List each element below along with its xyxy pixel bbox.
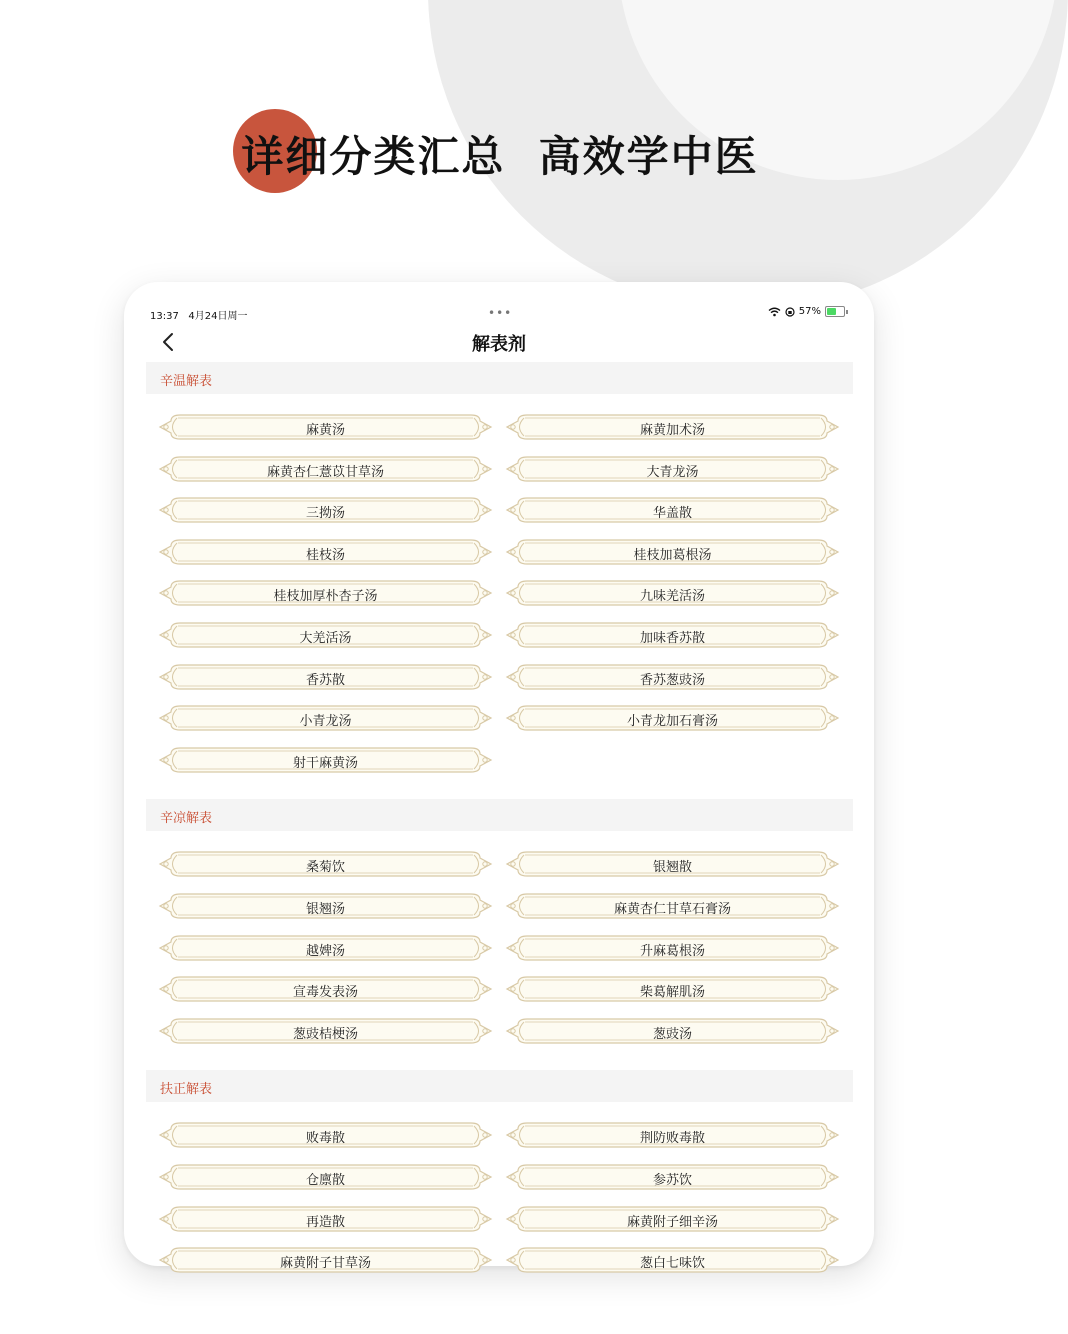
formula-item[interactable] bbox=[505, 495, 840, 525]
formula-item-label: 再造散 bbox=[305, 1214, 345, 1230]
formula-item[interactable] bbox=[158, 1120, 493, 1150]
formula-item[interactable] bbox=[158, 849, 493, 879]
formula-item[interactable] bbox=[158, 974, 493, 1004]
formula-item[interactable] bbox=[505, 1162, 840, 1192]
section-header bbox=[146, 799, 853, 831]
formula-item[interactable] bbox=[505, 933, 840, 963]
formula-item[interactable] bbox=[505, 891, 840, 921]
formula-item-label: 桂枝加厚朴杏子汤 bbox=[273, 589, 378, 605]
formula-item-label: 银翘散 bbox=[652, 860, 692, 876]
formula-item-label: 荆防败毒散 bbox=[639, 1131, 705, 1147]
formula-item[interactable] bbox=[158, 578, 493, 608]
formula-item-label: 麻黄杏仁甘草石膏汤 bbox=[613, 902, 731, 917]
formula-item-label: 香苏散 bbox=[305, 672, 345, 688]
formula-item[interactable] bbox=[505, 849, 840, 879]
formula-item[interactable] bbox=[505, 1245, 840, 1275]
formula-item[interactable] bbox=[158, 412, 493, 442]
status-date: 4月24日周一 bbox=[188, 311, 248, 322]
formula-item-label: 仓廪散 bbox=[305, 1173, 345, 1188]
formula-item-label: 华盖散 bbox=[652, 506, 692, 522]
section-header bbox=[146, 1070, 853, 1102]
formula-item-label: 麻黄附子甘草汤 bbox=[279, 1256, 371, 1272]
status-bar bbox=[124, 282, 874, 322]
formula-item[interactable] bbox=[505, 412, 840, 442]
formula-item-label: 葱豉汤 bbox=[652, 1026, 692, 1042]
formula-item[interactable] bbox=[505, 1120, 840, 1150]
battery-icon bbox=[825, 306, 845, 317]
status-time-date bbox=[150, 307, 247, 322]
formula-item-label: 葱豉桔梗汤 bbox=[292, 1026, 358, 1042]
wifi-icon bbox=[768, 307, 781, 317]
formula-item[interactable] bbox=[158, 703, 493, 733]
formula-item-label: 大羌活汤 bbox=[299, 631, 352, 646]
formula-item[interactable] bbox=[505, 1204, 840, 1234]
formula-item-label: 三拗汤 bbox=[305, 506, 345, 522]
formula-item[interactable] bbox=[158, 662, 493, 692]
multitasking-dots[interactable]: ••• bbox=[488, 306, 513, 320]
formula-item[interactable] bbox=[158, 537, 493, 567]
formula-item-label: 桂枝加葛根汤 bbox=[633, 547, 712, 563]
formula-item-label: 麻黄杏仁薏苡甘草汤 bbox=[266, 464, 384, 480]
formula-item[interactable] bbox=[158, 891, 493, 921]
formula-item-label: 葱白七味饮 bbox=[639, 1256, 705, 1272]
formula-item-label: 九味羌活汤 bbox=[639, 589, 705, 605]
formula-item-label: 桑菊饮 bbox=[305, 860, 345, 876]
formula-item[interactable] bbox=[158, 495, 493, 525]
formula-item[interactable] bbox=[158, 745, 493, 775]
formula-item-label: 小青龙汤 bbox=[299, 714, 352, 730]
formula-item-label: 柴葛解肌汤 bbox=[639, 985, 705, 1001]
formula-item[interactable] bbox=[158, 454, 493, 484]
formula-item[interactable] bbox=[505, 974, 840, 1004]
section-title: 辛温解表 bbox=[160, 374, 213, 389]
formula-item-label: 银翘汤 bbox=[305, 902, 345, 917]
formula-item[interactable] bbox=[505, 454, 840, 484]
tablet-frame bbox=[124, 282, 874, 1272]
formula-item-label: 麻黄加术汤 bbox=[639, 423, 705, 438]
formula-item[interactable] bbox=[158, 1162, 493, 1192]
section-title: 辛凉解表 bbox=[160, 811, 213, 827]
formula-item-label: 射干麻黄汤 bbox=[292, 755, 358, 771]
formula-item-label: 参苏饮 bbox=[652, 1173, 692, 1188]
battery-percent: 57% bbox=[798, 306, 821, 317]
formula-list[interactable] bbox=[124, 362, 874, 1272]
promo-headline: 详细分类汇总 高效学中医 bbox=[241, 132, 759, 181]
formula-item[interactable] bbox=[158, 1016, 493, 1046]
formula-item[interactable] bbox=[505, 703, 840, 733]
formula-item[interactable] bbox=[505, 578, 840, 608]
formula-item-label: 升麻葛根汤 bbox=[639, 943, 705, 959]
formula-item[interactable] bbox=[505, 1016, 840, 1046]
formula-item[interactable] bbox=[505, 537, 840, 567]
formula-item-label: 香苏葱豉汤 bbox=[639, 672, 705, 688]
formula-item-label: 小青龙加石膏汤 bbox=[626, 714, 718, 730]
formula-item[interactable] bbox=[505, 662, 840, 692]
formula-item-label: 桂枝汤 bbox=[305, 547, 345, 563]
navigation-bar bbox=[124, 322, 874, 362]
section-header bbox=[146, 362, 853, 394]
formula-item[interactable] bbox=[158, 620, 493, 650]
page-title: 解表剂 bbox=[472, 334, 526, 355]
status-indicators bbox=[768, 306, 848, 317]
status-time: 13:37 bbox=[150, 311, 179, 322]
section-title: 扶正解表 bbox=[160, 1082, 213, 1098]
formula-item-label: 麻黄汤 bbox=[305, 423, 345, 438]
formula-item-label: 麻黄附子细辛汤 bbox=[626, 1214, 718, 1230]
formula-item-label: 越婢汤 bbox=[305, 943, 345, 959]
formula-item[interactable] bbox=[158, 1204, 493, 1234]
formula-item-label: 宣毒发表汤 bbox=[292, 985, 358, 1001]
formula-item[interactable] bbox=[158, 1245, 493, 1275]
formula-item[interactable] bbox=[505, 620, 840, 650]
rotation-lock-icon bbox=[785, 307, 795, 317]
formula-item-label: 败毒散 bbox=[305, 1131, 345, 1147]
formula-item-label: 大青龙汤 bbox=[646, 464, 699, 480]
formula-item[interactable] bbox=[158, 933, 493, 963]
formula-item-label: 加味香苏散 bbox=[639, 631, 705, 646]
